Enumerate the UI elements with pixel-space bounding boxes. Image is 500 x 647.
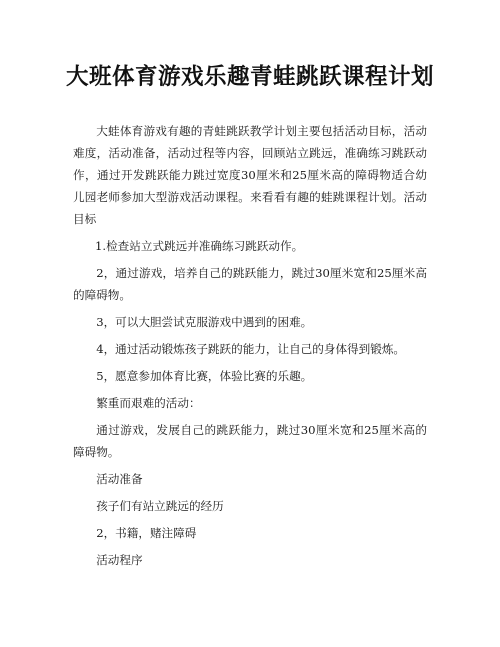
preparation-item-2: 2，书籍，赌注障碍 [96, 526, 197, 540]
objective-item-2: 2，通过游戏，培养自己的跳跃能力，跳过30厘米宽和25厘米高的障碍物。 [73, 266, 427, 302]
preparation-heading: 活动准备 [96, 472, 143, 486]
preparation-item-1: 孩子们有站立跳远的经历 [96, 499, 224, 513]
document-body [73, 120, 427, 576]
document-title: 大班体育游戏乐趣青蛙跳跃课程计划 [65, 64, 434, 90]
objective-item-3: 3，可以大胆尝试克服游戏中遇到的困难。 [96, 315, 313, 329]
objective-item-4: 4，通过活动锻炼孩子跳跃的能力，让自己的身体得到锻炼。 [96, 342, 406, 356]
procedure-heading: 活动程序 [96, 553, 143, 567]
objective-item-1: 1.检查站立式跳远并准确练习跳跃动作。 [95, 239, 304, 253]
objective-item-5: 5，愿意参加体育比赛，体验比赛的乐趣。 [96, 369, 313, 383]
difficulty-paragraph: 通过游戏，发展自己的跳跃能力，跳过30厘米宽和25厘米高的障碍物。 [73, 423, 427, 459]
difficulty-heading: 繁重而艰难的活动： [96, 396, 201, 410]
intro-paragraph: 大蛙体育游戏有趣的青蛙跳跃教学计划主要包括活动目标，活动难度，活动准备，活动过程等内容，回顾站立跳远，准确练习跳跃动作，通过开发跳跃能力跳过宽度30厘米和25厘米高的障碍物适合幼儿园老师参加大型游戏活动课程。来看看有趣的蛙跳课程计划。活动目标 [73, 124, 427, 226]
